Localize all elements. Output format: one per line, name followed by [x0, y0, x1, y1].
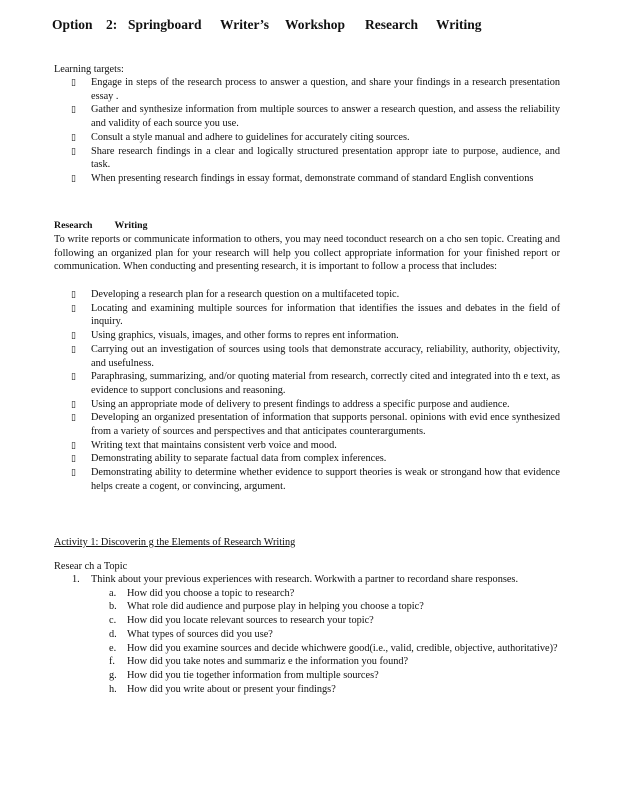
question-item — [91, 683, 560, 697]
list-item-text: Writing text that maintains consistent verb voice and mood. — [91, 439, 337, 451]
bullet-box-icon: ▯ — [71, 371, 76, 382]
activity-subheading: Resear ch a Topic — [54, 561, 128, 572]
question-text: How did you choose a topic to research? — [127, 587, 295, 599]
list-item — [54, 131, 560, 145]
question-item — [91, 600, 560, 614]
question-item — [91, 587, 560, 601]
question-letter: b. — [109, 601, 117, 613]
learning-targets-list — [54, 76, 560, 186]
title-word-writing: Writing — [436, 17, 482, 32]
list-item — [54, 172, 560, 186]
bullet-box-icon: ▯ — [71, 289, 76, 299]
list-item — [54, 411, 560, 438]
title-word-springboard: Springboard — [128, 17, 202, 32]
page-title — [52, 17, 578, 37]
list-item — [54, 145, 560, 172]
list-item — [54, 343, 560, 370]
question-text: What types of sources did you use? — [127, 628, 273, 640]
research-process-list — [54, 288, 560, 494]
question-item — [91, 655, 560, 669]
list-item-text: Gather and synthesize information from multiple sources to answer a research question, and assess the reliability and validity of each source you use. — [91, 104, 560, 130]
list-item-text: Demonstrating ability to determine whether evidence to support theories is weak or strongand how that evidence helps create a cogent, or convincing, argument. — [91, 467, 560, 492]
title-word-research: Research — [365, 17, 418, 32]
bullet-box-icon: ▯ — [71, 343, 76, 354]
list-item-text: Engage in steps of the research process to answer a question, and share your findings in a research presentation essay . — [91, 77, 560, 102]
title-word-writers: Writer’s — [220, 17, 269, 32]
list-item — [54, 439, 560, 453]
title-option: Option — [52, 17, 93, 32]
list-item — [54, 452, 560, 466]
activity-heading: Activity 1: Discoverin g the Elements of Research Writing — [54, 537, 296, 548]
item-number: 1. — [72, 574, 80, 585]
question-letter: f. — [109, 656, 116, 668]
question-text: How did you tie together information from multiple sources? — [127, 669, 379, 681]
bullet-box-icon: ▯ — [71, 330, 76, 341]
list-item — [54, 76, 560, 103]
list-item — [54, 329, 560, 343]
bullet-box-icon: ▯ — [71, 467, 76, 478]
question-text: What role did audience and purpose play in helping you choose a topic? — [127, 601, 424, 613]
question-text: How did you examine sources and decide whichwere good(i.e., valid, credible, objective, authoritative)? — [127, 642, 558, 654]
list-item-text: Consult a style manual and adhere to guidelines for accurately citing sources. — [91, 131, 410, 143]
bullet-box-icon: ▯ — [71, 104, 76, 115]
question-letter: e. — [109, 642, 117, 654]
heading-word-research: Research — [54, 220, 93, 231]
question-letter: c. — [109, 615, 117, 627]
question-letter: a. — [109, 587, 117, 599]
list-item — [54, 370, 560, 397]
list-item-text: Paraphrasing, summarizing, and/or quoting material from research, correctly cited and integrated into th e text, as evidence to support conclusions and reasoning. — [91, 371, 560, 396]
question-item — [91, 669, 560, 683]
list-item — [54, 466, 560, 493]
list-item-text: Using an appropriate mode of delivery to present findings to address a specific purpose and audience. — [91, 398, 510, 410]
question-text: How did you locate relevant sources to research your topic? — [127, 615, 374, 627]
bullet-box-icon: ▯ — [71, 453, 76, 464]
learning-targets-heading: Learning targets: — [54, 64, 124, 75]
question-text: How did you take notes and summariz e the information you found? — [127, 656, 409, 668]
list-item-text: Developing an organized presentation of information that supports personal. opinions with evid ence synthesized from a variety of sources and perspectives and that anticipates counterarguments. — [91, 412, 560, 438]
list-item-text: Demonstrating ability to separate factual data from complex inferences. — [91, 453, 387, 465]
bullet-box-icon: ▯ — [71, 302, 76, 313]
list-item-text: Carrying out an investigation of sources using tools that demonstrate accuracy, reliability, authority, objectivity, and usefulness. — [91, 343, 560, 369]
research-writing-heading — [54, 219, 560, 233]
question-item — [91, 614, 560, 628]
list-item-text: When presenting research findings in essay format, demonstrate command of standard English conventions — [91, 172, 534, 184]
title-word-workshop: Workshop — [285, 17, 346, 32]
research-writing-paragraph: To write reports or communicate information to others, you may need toconduct research on a cho sen topic. Creating and following an organized plan for your research will help you collect appropriate information for your finished report or communication. When conducting and presenting research, it is important to follow a process that includes: — [54, 234, 560, 273]
bullet-box-icon: ▯ — [71, 131, 76, 142]
bullet-box-icon: ▯ — [71, 145, 76, 156]
question-item — [91, 628, 560, 642]
list-item-text: Using graphics, visuals, images, and other forms to repres ent information. — [91, 330, 399, 342]
question-text: How did you write about or present your findings? — [127, 683, 336, 695]
question-letter: g. — [109, 669, 117, 681]
list-item — [54, 398, 560, 412]
item-text: Think about your previous experiences with research. Workwith a partner to recordand share responses. — [91, 574, 519, 585]
question-letter: h. — [109, 683, 117, 695]
bullet-box-icon: ▯ — [71, 77, 76, 87]
heading-word-writing: Writing — [114, 220, 148, 231]
questions-list — [91, 587, 560, 697]
bullet-box-icon: ▯ — [71, 412, 76, 423]
bullet-box-icon: ▯ — [71, 172, 76, 183]
question-item — [91, 642, 560, 656]
list-item-text: Locating and examining multiple sources for information that identifies the issues and debates in the field of inquiry. — [91, 302, 560, 328]
list-item-text: Developing a research plan for a research question on a multifaceted topic. — [91, 289, 400, 300]
title-number: 2: — [106, 17, 118, 32]
question-letter: d. — [109, 628, 117, 640]
list-item — [54, 103, 560, 130]
bullet-box-icon: ▯ — [71, 398, 76, 409]
list-item-text: Share research findings in a clear and logically structured presentation appropr iate to purpose, audience, and task. — [91, 145, 560, 171]
activity-numbered-list — [54, 573, 560, 696]
list-item — [54, 302, 560, 329]
bullet-box-icon: ▯ — [71, 439, 76, 450]
list-item — [54, 288, 560, 302]
numbered-item — [54, 573, 560, 696]
